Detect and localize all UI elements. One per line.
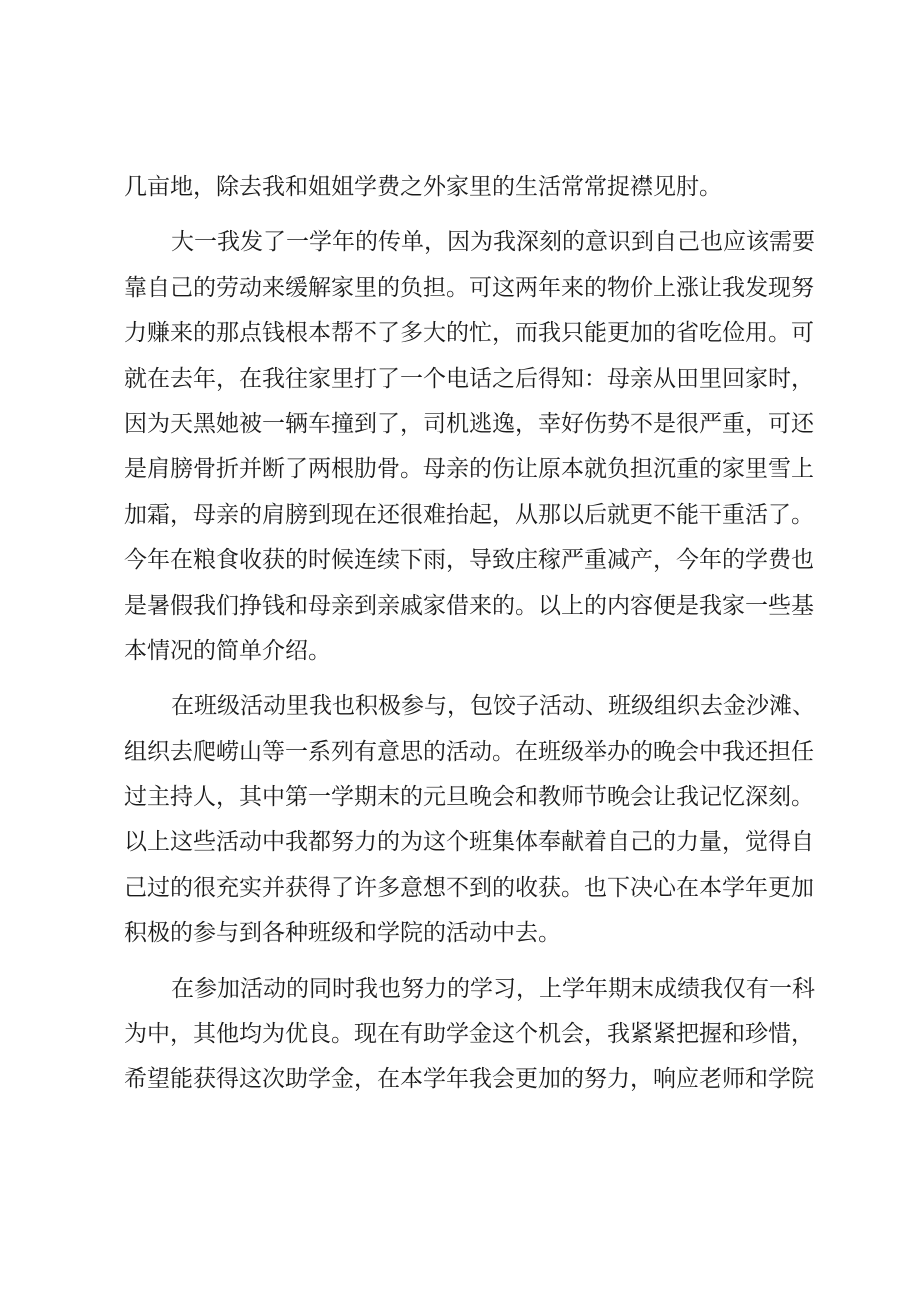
text-line: 以上这些活动中我都努力的为这个班集体奉献着自己的力量，觉得自	[124, 829, 814, 856]
paragraph	[124, 684, 824, 956]
text-line: 希望能获得这次助学金，在本学年我会更加的努力，响应老师和学院	[124, 1066, 814, 1093]
paragraph	[124, 165, 824, 210]
text-line: 是肩膀骨折并断了两根肋骨。母亲的伤让原本就负担沉重的家里雪上	[124, 456, 814, 483]
text-line: 加霜，母亲的肩膀到现在还很难抬起，从那以后就更不能干重活了。	[124, 501, 814, 528]
text-line: 组织去爬崂山等一系列有意思的活动。在班级举办的晚会中我还担任	[124, 738, 814, 765]
text-line: 靠自己的劳动来缓解家里的负担。可这两年来的物价上涨让我发现努	[124, 274, 814, 301]
paragraph	[124, 967, 824, 1103]
text-line: 几亩地，除去我和姐姐学费之外家里的生活常常捉襟见肘。	[124, 174, 722, 200]
text-line: 积极的参与到各种班级和学院的活动中去。	[124, 920, 561, 947]
text-line: 过主持人，其中第一学期末的元旦晚会和教师节晚会让我记忆深刻。	[124, 784, 814, 811]
text-line: 大一我发了一学年的传单，因为我深刻的意识到自己也应该需要	[171, 229, 815, 256]
document-body	[124, 165, 824, 1103]
text-line: 在参加活动的同时我也努力的学习，上学年期末成绩我仅有一科	[171, 975, 815, 1002]
text-line: 是暑假我们挣钱和母亲到亲戚家借来的。以上的内容便是我家一些基	[124, 592, 814, 619]
paragraph	[124, 220, 824, 674]
text-line: 就在去年，在我往家里打了一个电话之后得知：母亲从田里回家时，	[124, 365, 814, 392]
text-line: 在班级活动里我也积极参与，包饺子活动、班级组织去金沙滩、	[171, 693, 815, 720]
text-line: 己过的很充实并获得了许多意想不到的收获。也下决心在本学年更加	[124, 874, 814, 901]
text-line: 为中，其他均为优良。现在有助学金这个机会，我紧紧把握和珍惜，	[124, 1021, 814, 1048]
text-line: 力赚来的那点钱根本帮不了多大的忙，而我只能更加的省吃俭用。可	[124, 320, 814, 347]
text-line: 今年在粮食收获的时候连续下雨，导致庄稼严重减产，今年的学费也	[124, 547, 814, 574]
text-line: 因为天黑她被一辆车撞到了，司机逃逸，幸好伤势不是很严重，可还	[124, 410, 814, 437]
text-line: 本情况的简单介绍。	[124, 637, 331, 664]
